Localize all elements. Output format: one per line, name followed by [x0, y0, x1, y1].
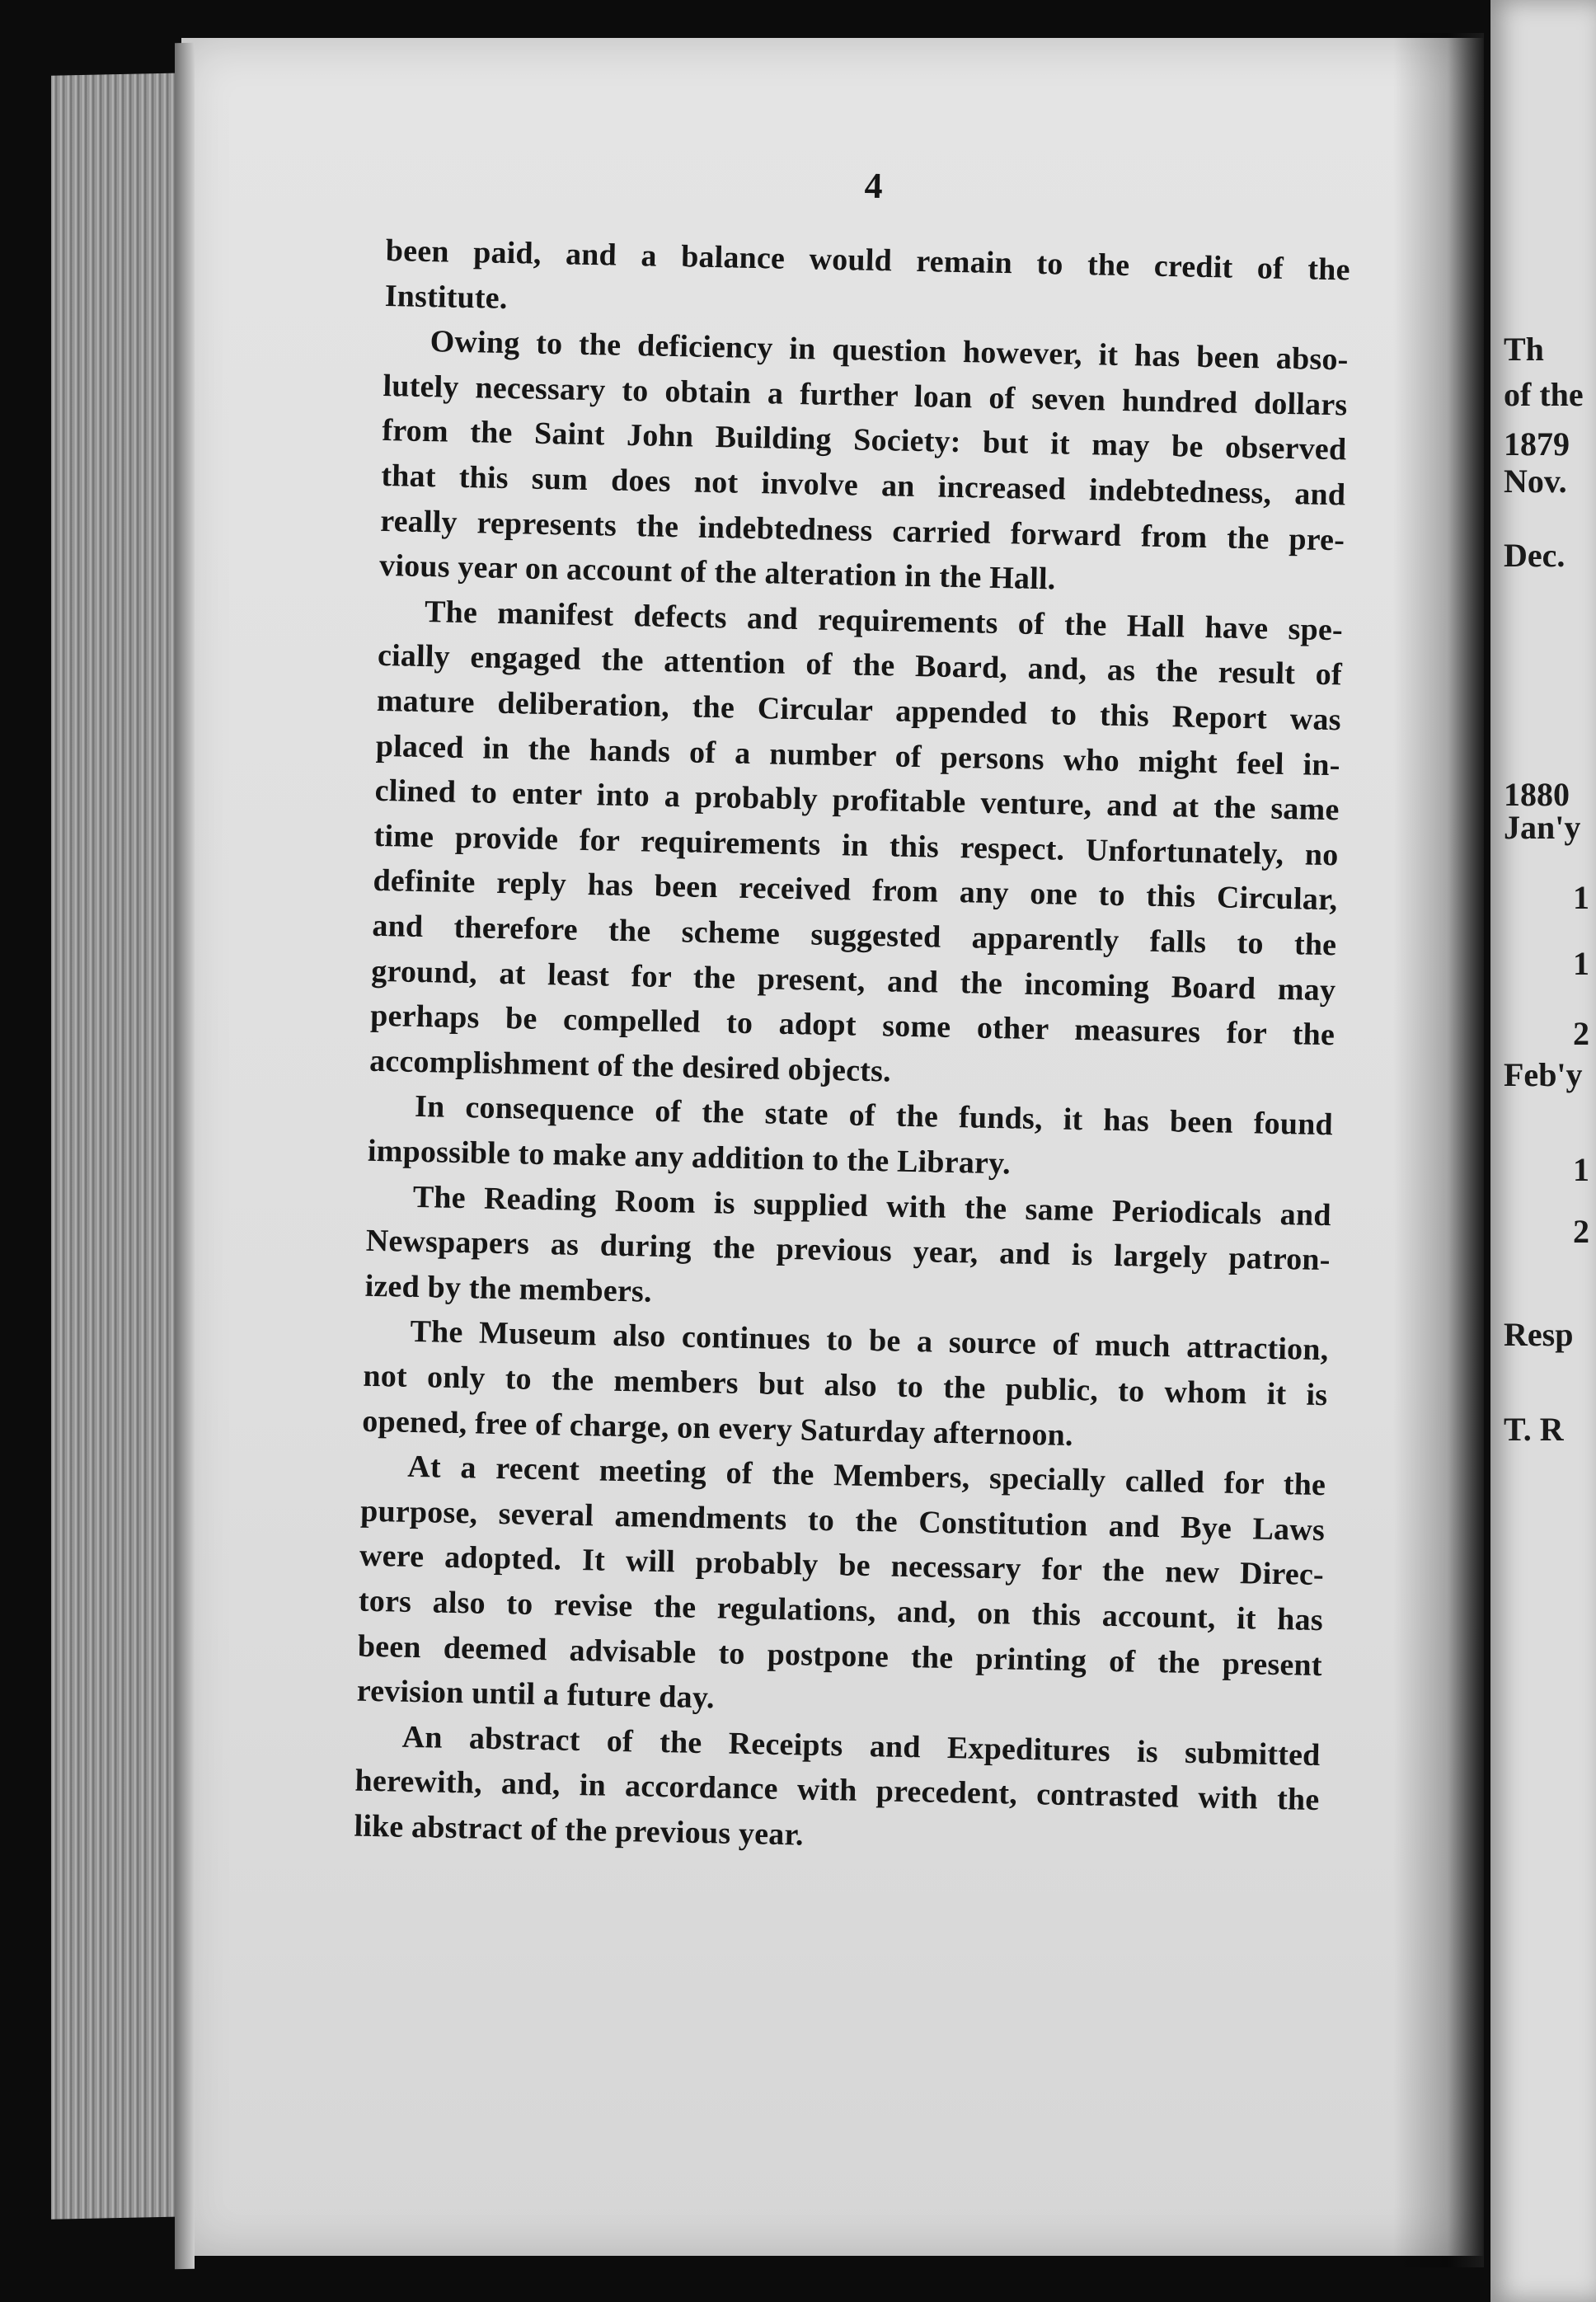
text-line: opened, free of charge, on every Saturday afternoon.: [362, 1403, 1074, 1453]
facing-page-fragment: Resp: [1504, 1316, 1574, 1353]
page-edges: [51, 73, 191, 2220]
text-line: Institute.: [384, 278, 508, 316]
facing-page-fragment: Th: [1504, 331, 1544, 368]
spine-shadow: [1393, 33, 1484, 2267]
page-gutter: [175, 43, 195, 2270]
text-line: The Reading Room is supplied with the same Periodicals and: [412, 1179, 1332, 1233]
text-line: tors also to revise the regulations, and, on this account, it has: [358, 1583, 1324, 1638]
text-line: that this sum does not involve an increased indebtedness, and: [381, 458, 1346, 513]
text-line: Owing to the deficiency in question however, it has been abso-: [430, 324, 1349, 378]
facing-page-fragment: Dec.: [1504, 537, 1565, 574]
text-line: herewith, and, in accordance with precedent, contrasted with the: [354, 1764, 1320, 1818]
text-line: At a recent meeting of the Members, specially called for the: [406, 1449, 1326, 1503]
text-line: were adopted. It will probably be necessary for the new Direc-: [359, 1539, 1325, 1593]
text-line: been deemed advisable to postpone the printing of the present: [357, 1628, 1323, 1683]
text-line: vious year on account of the alteration in the Hall.: [378, 548, 1056, 597]
text-line: An abstract of the Receipts and Expeditures is submitted: [401, 1719, 1321, 1773]
text-line: revision until a future day.: [356, 1673, 716, 1716]
text-line: clined to enter into a probably profitable venture, and at the same: [374, 773, 1340, 828]
text-line: placed in the hands of a number of persons who might feel in-: [375, 728, 1341, 782]
text-line: ground, at least for the present, and the incoming Board may: [370, 953, 1336, 1008]
facing-page-fragment: 1: [1573, 1151, 1589, 1188]
text-line: The manifest defects and requirements of the Hall have spe-: [424, 594, 1344, 648]
facing-page: [1490, 0, 1596, 2302]
text-line: perhaps be compelled to adopt some other measures for the: [369, 998, 1335, 1053]
text-line: mature deliberation, the Circular appended to this Report was: [376, 683, 1342, 738]
text-line: purpose, several amendments to the Constitution and Bye Laws: [359, 1493, 1326, 1548]
text-line: time provide for requirements in this respect. Unfortunately, no: [373, 818, 1339, 873]
page-number: 4: [864, 165, 884, 207]
facing-page-fragment: 1880: [1504, 776, 1570, 813]
text-line: accomplishment of the desired objects.: [368, 1043, 892, 1089]
text-line: The Museum also continues to be a source of much attraction,: [410, 1314, 1329, 1368]
facing-page-fragment: of the: [1504, 376, 1584, 413]
text-line: cially engaged the attention of the Board, and, as the result of: [377, 638, 1343, 693]
text-line: Newspapers as during the previous year, and is largely patron-: [365, 1223, 1331, 1278]
text-line: like abstract of the previous year.: [354, 1808, 805, 1853]
facing-page-fragment: Nov.: [1504, 463, 1567, 500]
facing-page-fragment: Jan'y: [1504, 809, 1581, 846]
text-line: been paid, and a balance would remain to the credit of the: [385, 233, 1351, 288]
text-line: not only to the members but also to the public, to whom it is: [363, 1358, 1328, 1413]
facing-page-fragment: 2: [1573, 1015, 1589, 1052]
text-line: and therefore the scheme suggested apparently falls to the: [372, 908, 1337, 963]
text-line: definite reply has been received from any one to this Circular,: [373, 863, 1338, 918]
text-line: from the Saint John Building Society: but it may be observed: [382, 413, 1347, 467]
text-line: lutely necessary to obtain a further loan of seven hundred dollars: [383, 368, 1348, 423]
facing-page-fragment: 1: [1573, 879, 1589, 916]
text-line: really represents the indebtedness carried forward from the pre-: [379, 503, 1345, 557]
facing-page-fragment: 1: [1573, 945, 1589, 982]
text-line: impossible to make any addition to the Library.: [367, 1133, 1012, 1182]
facing-page-fragment: 1879: [1504, 425, 1570, 463]
facing-page-fragment: T. R: [1504, 1411, 1564, 1448]
text-line: In consequence of the state of the funds, it has been found: [414, 1089, 1334, 1143]
text-line: ized by the members.: [364, 1268, 653, 1309]
facing-page-fragment: Feb'y: [1504, 1056, 1583, 1093]
facing-page-fragment: 2: [1573, 1213, 1589, 1250]
